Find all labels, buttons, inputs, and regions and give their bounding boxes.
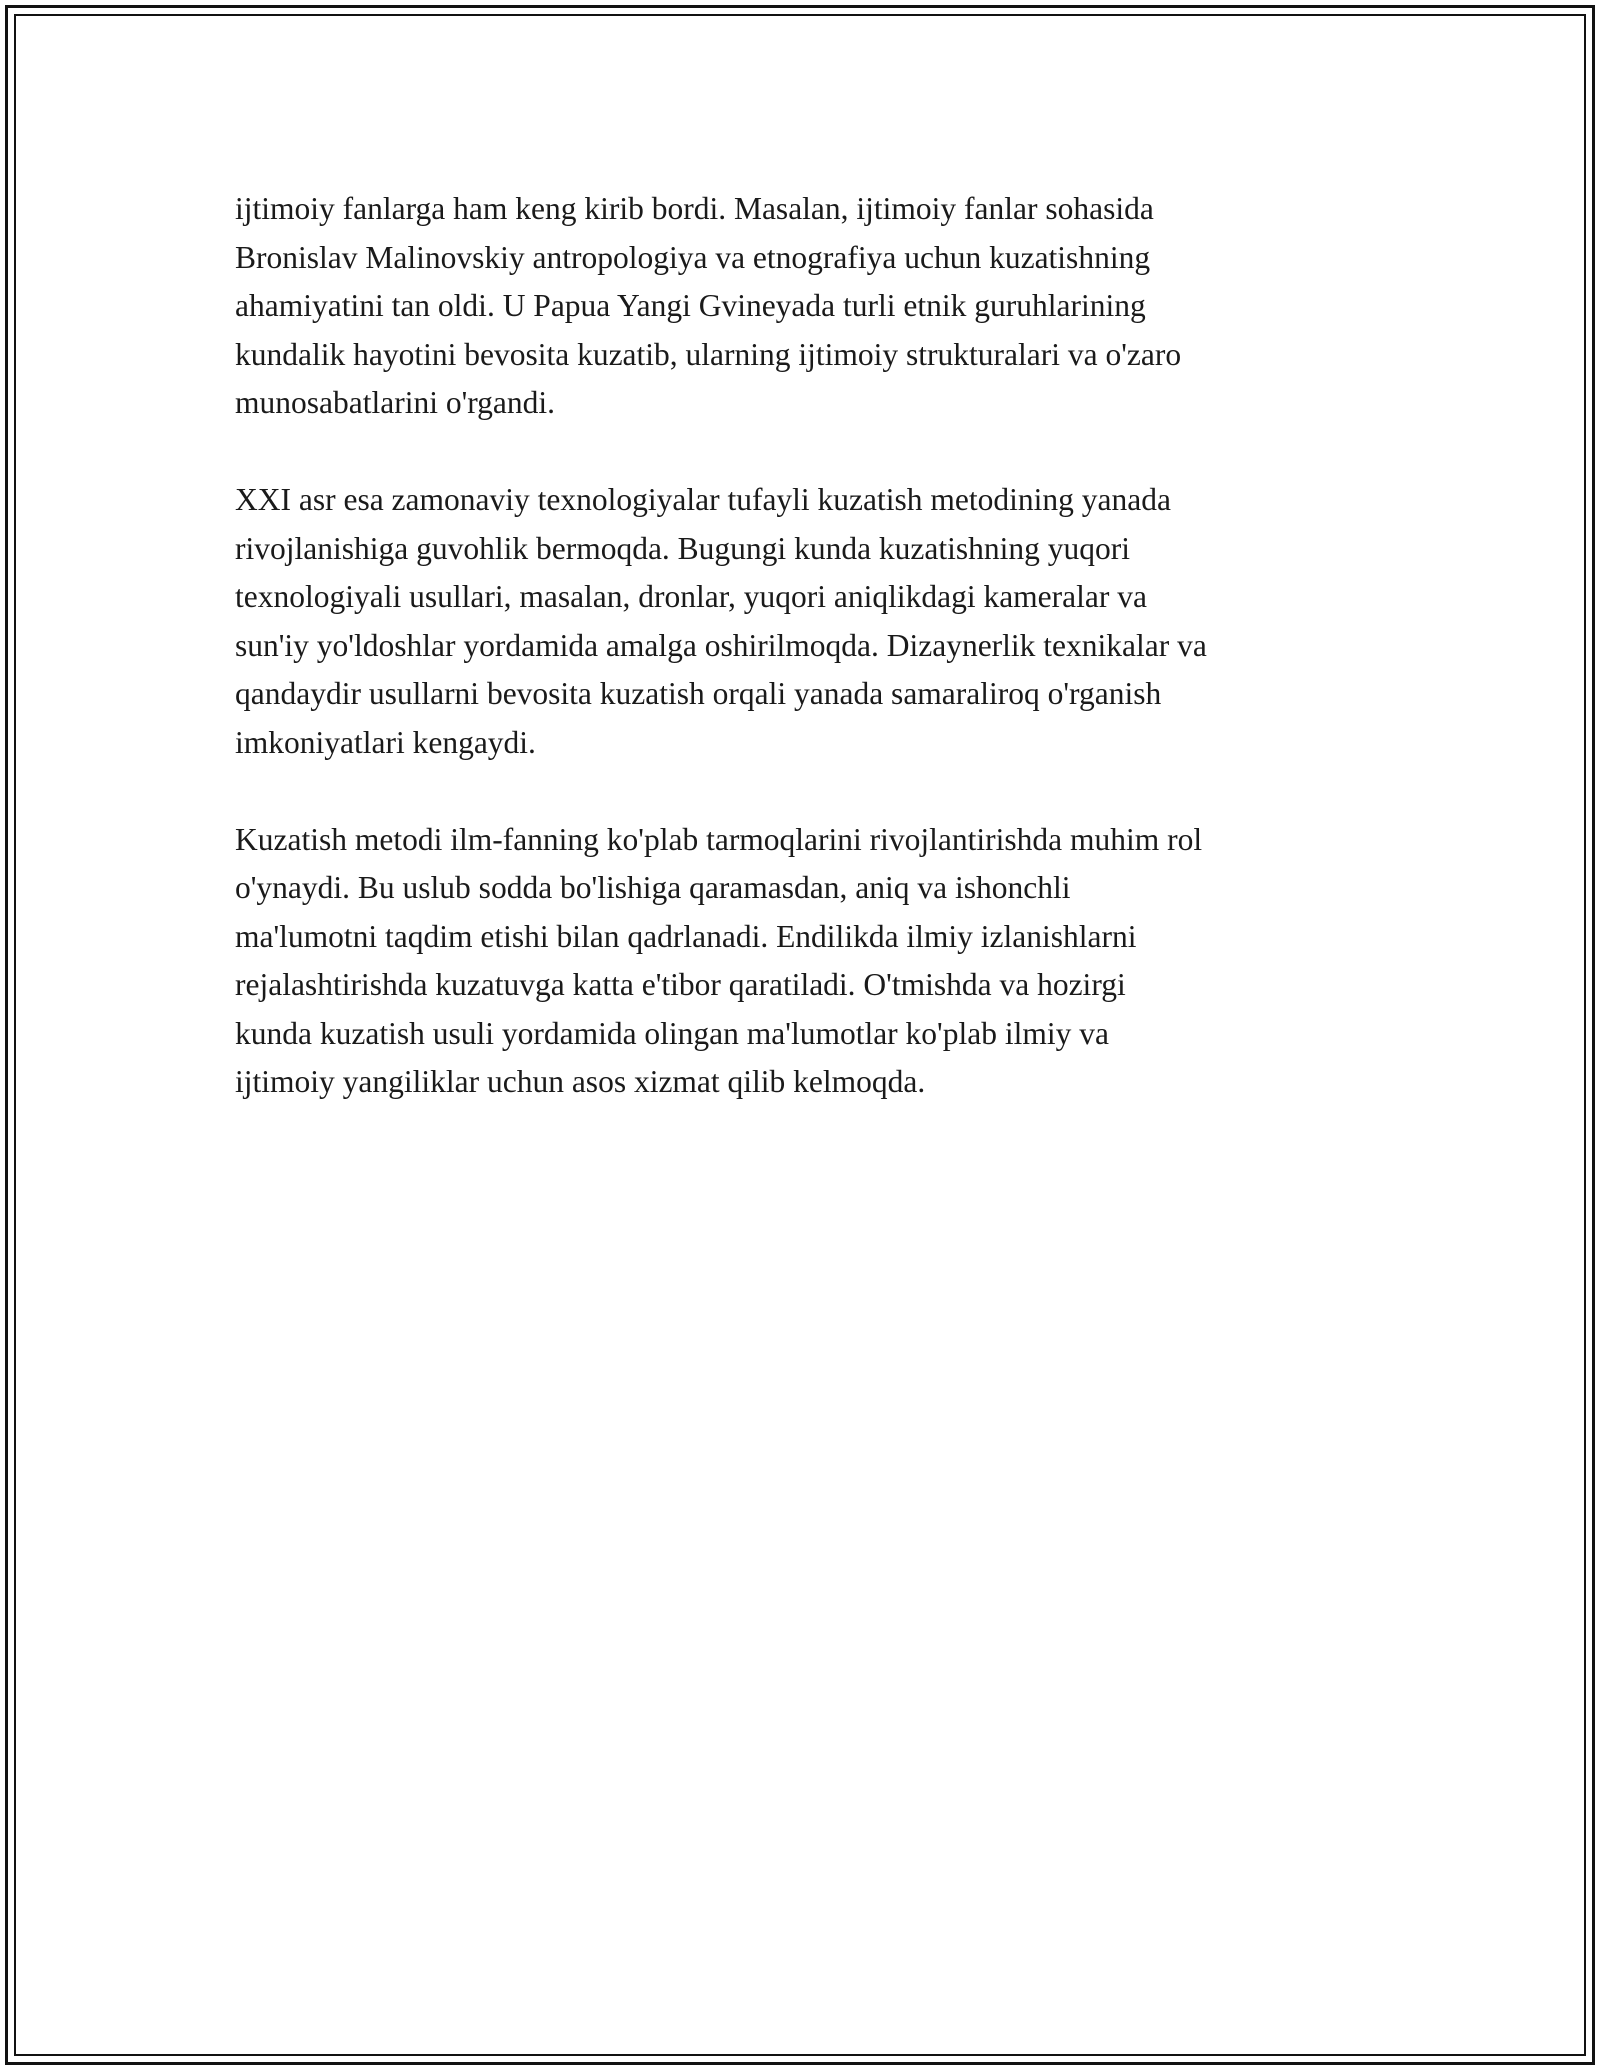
text-line: ma'lumotni taqdim etishi bilan qadrlanadi. Endilikda ilmiy izlanishlarni <box>235 918 1137 954</box>
text-line: rivojlanishiga guvohlik bermoqda. Bugungi kunda kuzatishning yuqori <box>235 530 1131 566</box>
text-line: munosabatlarini o'rgandi. <box>235 385 556 420</box>
text-line: Bronislav Malinovskiy antropologiya va etnografiya uchun kuzatishning <box>235 239 1151 275</box>
text-line: sun'iy yo'ldoshlar yordamida amalga oshirilmoqda. Dizaynerlik texnikalar va <box>235 627 1207 663</box>
document-body <box>235 185 1385 1155</box>
paragraph-1 <box>235 185 1385 428</box>
paragraph-3 <box>235 816 1385 1107</box>
text-line: kundalik hayotini bevosita kuzatib, ularning ijtimoiy strukturalari va o'zaro <box>235 336 1182 372</box>
text-line: ijtimoiy fanlarga ham keng kirib bordi. Masalan, ijtimoiy fanlar sohasida <box>235 191 1154 226</box>
text-line: o'ynaydi. Bu uslub sodda bo'lishiga qaramasdan, aniq va ishonchli <box>235 870 1071 905</box>
text-line: Kuzatish metodi ilm-fanning ko'plab tarmoqlarini rivojlantirishda muhim rol <box>235 821 1203 857</box>
text-line: texnologiyali usullari, masalan, dronlar, yuqori aniqlikdagi kameralar va <box>235 579 1147 614</box>
paragraph-2 <box>235 476 1385 767</box>
text-line: imkoniyatlari kengaydi. <box>235 724 536 760</box>
text-line: ahamiyatini tan oldi. U Papua Yangi Gvineyada turli etnik guruhlarining <box>235 288 1146 323</box>
text-line: kunda kuzatish usuli yordamida olingan ma'lumotlar ko'plab ilmiy va <box>235 1015 1109 1051</box>
text-line: qandaydir usullarni bevosita kuzatish orqali yanada samaraliroq o'rganish <box>235 676 1162 711</box>
text-line: ijtimoiy yangiliklar uchun asos xizmat qilib kelmoqda. <box>235 1064 926 1099</box>
text-line: XXI asr esa zamonaviy texnologiyalar tufayli kuzatish metodining yanada <box>235 482 1171 517</box>
text-line: rejalashtirishda kuzatuvga katta e'tibor qaratiladi. O'tmishda va hozirgi <box>235 967 1126 1002</box>
